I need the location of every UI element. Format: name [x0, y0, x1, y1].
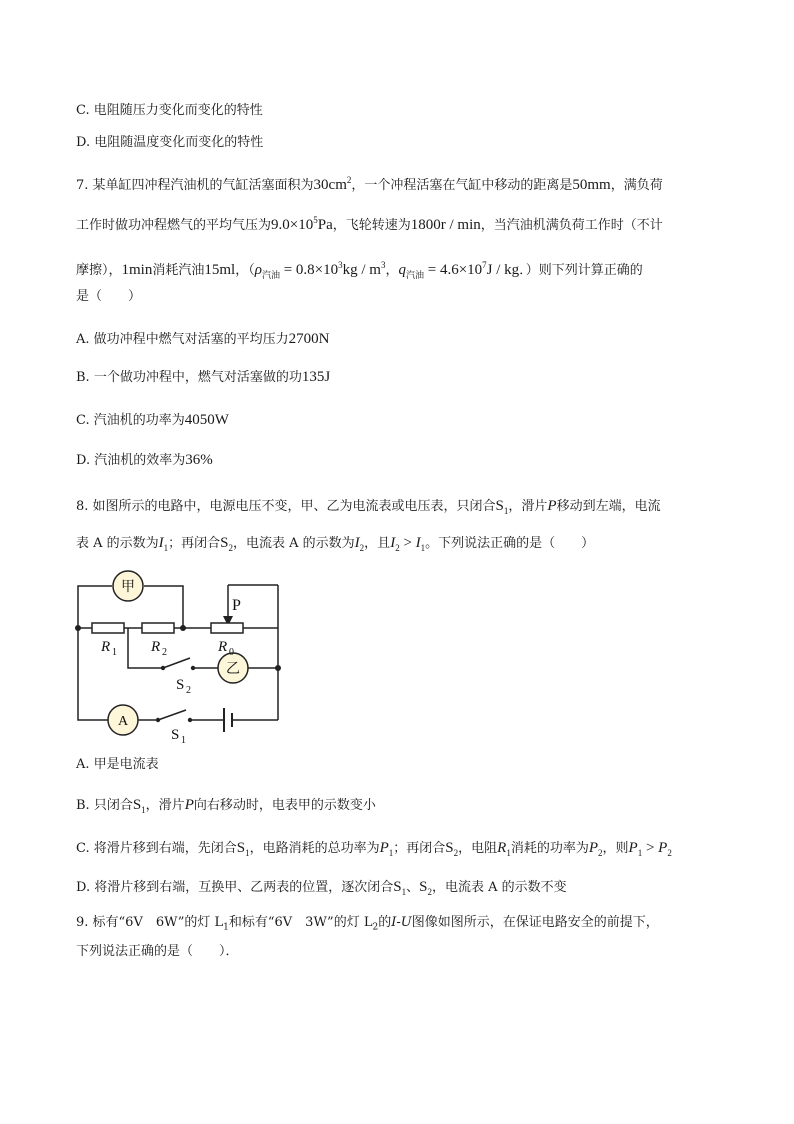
junction-dot	[180, 625, 186, 631]
q7-option-c: C. 汽油机的功率为4050W	[76, 412, 229, 428]
q8-option-c: C. 将滑片移到右端，先闭合$S_1$，电路消耗的总功率为$P_1$；再闭合$S_2$，电阻$R_1$消耗的功率为$P_2$，则$P_1 > P_2$	[76, 840, 672, 858]
q9-stem-line2: 下列说法正确的是（ ）．	[76, 944, 239, 959]
label-r0: R	[218, 639, 228, 655]
switch-s2	[163, 658, 190, 668]
q7-stem-line1: 7. 某单缸四冲程汽油机的气缸活塞面积为$30cm^2$，一个冲程活塞在气缸中移动的距离是50mm，满负荷	[76, 175, 663, 193]
q7-stem-line2: 工作时做功冲程燃气的平均气压为$9.0\times 10^5Pa$，飞轮转速为1800r / min，当汽油机满负荷工作时（不计	[76, 215, 663, 233]
resistor-r0	[211, 623, 243, 633]
switch-s2-pivot	[161, 666, 165, 670]
q6-option-c: C. 电阻随压力变化而变化的特性	[76, 103, 263, 118]
q7-stem-line3: 摩擦），1min消耗汽油15ml，（$\rho_{汽油} = 0.8\times 10^3kg / m^3$，$q_{汽油} = 4.6\times 10^7J$ / kg．）则下列计算正确的	[76, 260, 643, 280]
switch-s1	[158, 710, 186, 720]
switch-s1-pivot	[156, 718, 160, 722]
q8-option-b: B. 只闭合$S_1$，滑片P向右移动时，电表甲的示数变小	[76, 797, 376, 815]
q8-stem-line1: 8. 如图所示的电路中，电源电压不变，甲、乙为电流表或电压表，只闭合$S_1$，滑片P移动到左端，电流	[76, 498, 661, 516]
label-r1-sub: 1	[112, 647, 117, 658]
label-s1: S	[171, 727, 180, 743]
label-s2: S	[176, 677, 185, 693]
junction-dot	[75, 625, 81, 631]
q6-option-d: D. 电阻随温度变化而变化的特性	[76, 135, 264, 150]
meter-jia-label: 甲	[121, 579, 135, 595]
q7-stem-line4: 是（ ）	[76, 289, 142, 304]
wire-top-mid	[144, 586, 183, 628]
junction-dot	[275, 665, 281, 671]
ammeter-a-label: A	[117, 714, 129, 729]
label-s1-sub: 1	[181, 735, 186, 746]
wire-top-left	[78, 586, 112, 628]
circuit-diagram	[70, 572, 300, 746]
q9-stem-line1: 9. 标有“6V 6W”的灯 $L_1$和标有“6V 3W”的灯 $L_2$的I-U图像如图所示，在保证电路安全的前提下，	[76, 915, 659, 933]
switch-s1-contact	[188, 718, 192, 722]
q7-option-d: D. 汽油机的效率为36%	[76, 452, 213, 468]
q8-stem-line2: 表 A 的示数为$I_1$；再闭合$S_2$，电流表 A 的示数为$I_2$，且$I_2 > I_1$。下列说法正确的是（ ）	[76, 535, 595, 553]
resistor-r1	[92, 623, 124, 633]
resistor-r2	[142, 623, 174, 633]
q7-option-a: A. 做功冲程中燃气对活塞的平均压力2700N	[76, 331, 330, 347]
label-r0-sub: 0	[229, 647, 234, 658]
switch-s2-contact	[191, 666, 195, 670]
label-r2: R	[151, 639, 161, 655]
meter-yi-label: 乙	[226, 661, 240, 677]
q8-option-a: A. 甲是电流表	[76, 757, 159, 772]
label-r2-sub: 2	[162, 647, 167, 658]
q8-option-d: D. 将滑片移到右端，互换甲、乙两表的位置，逐次闭合$S_1$、$S_2$，电流表 A 的示数不变	[76, 879, 567, 897]
q7-option-b: B. 一个做功冲程中，燃气对活塞做的功135J	[76, 369, 331, 385]
slider-p-label: P	[232, 597, 241, 614]
label-s2-sub: 2	[186, 685, 191, 696]
label-r1: R	[101, 639, 111, 655]
